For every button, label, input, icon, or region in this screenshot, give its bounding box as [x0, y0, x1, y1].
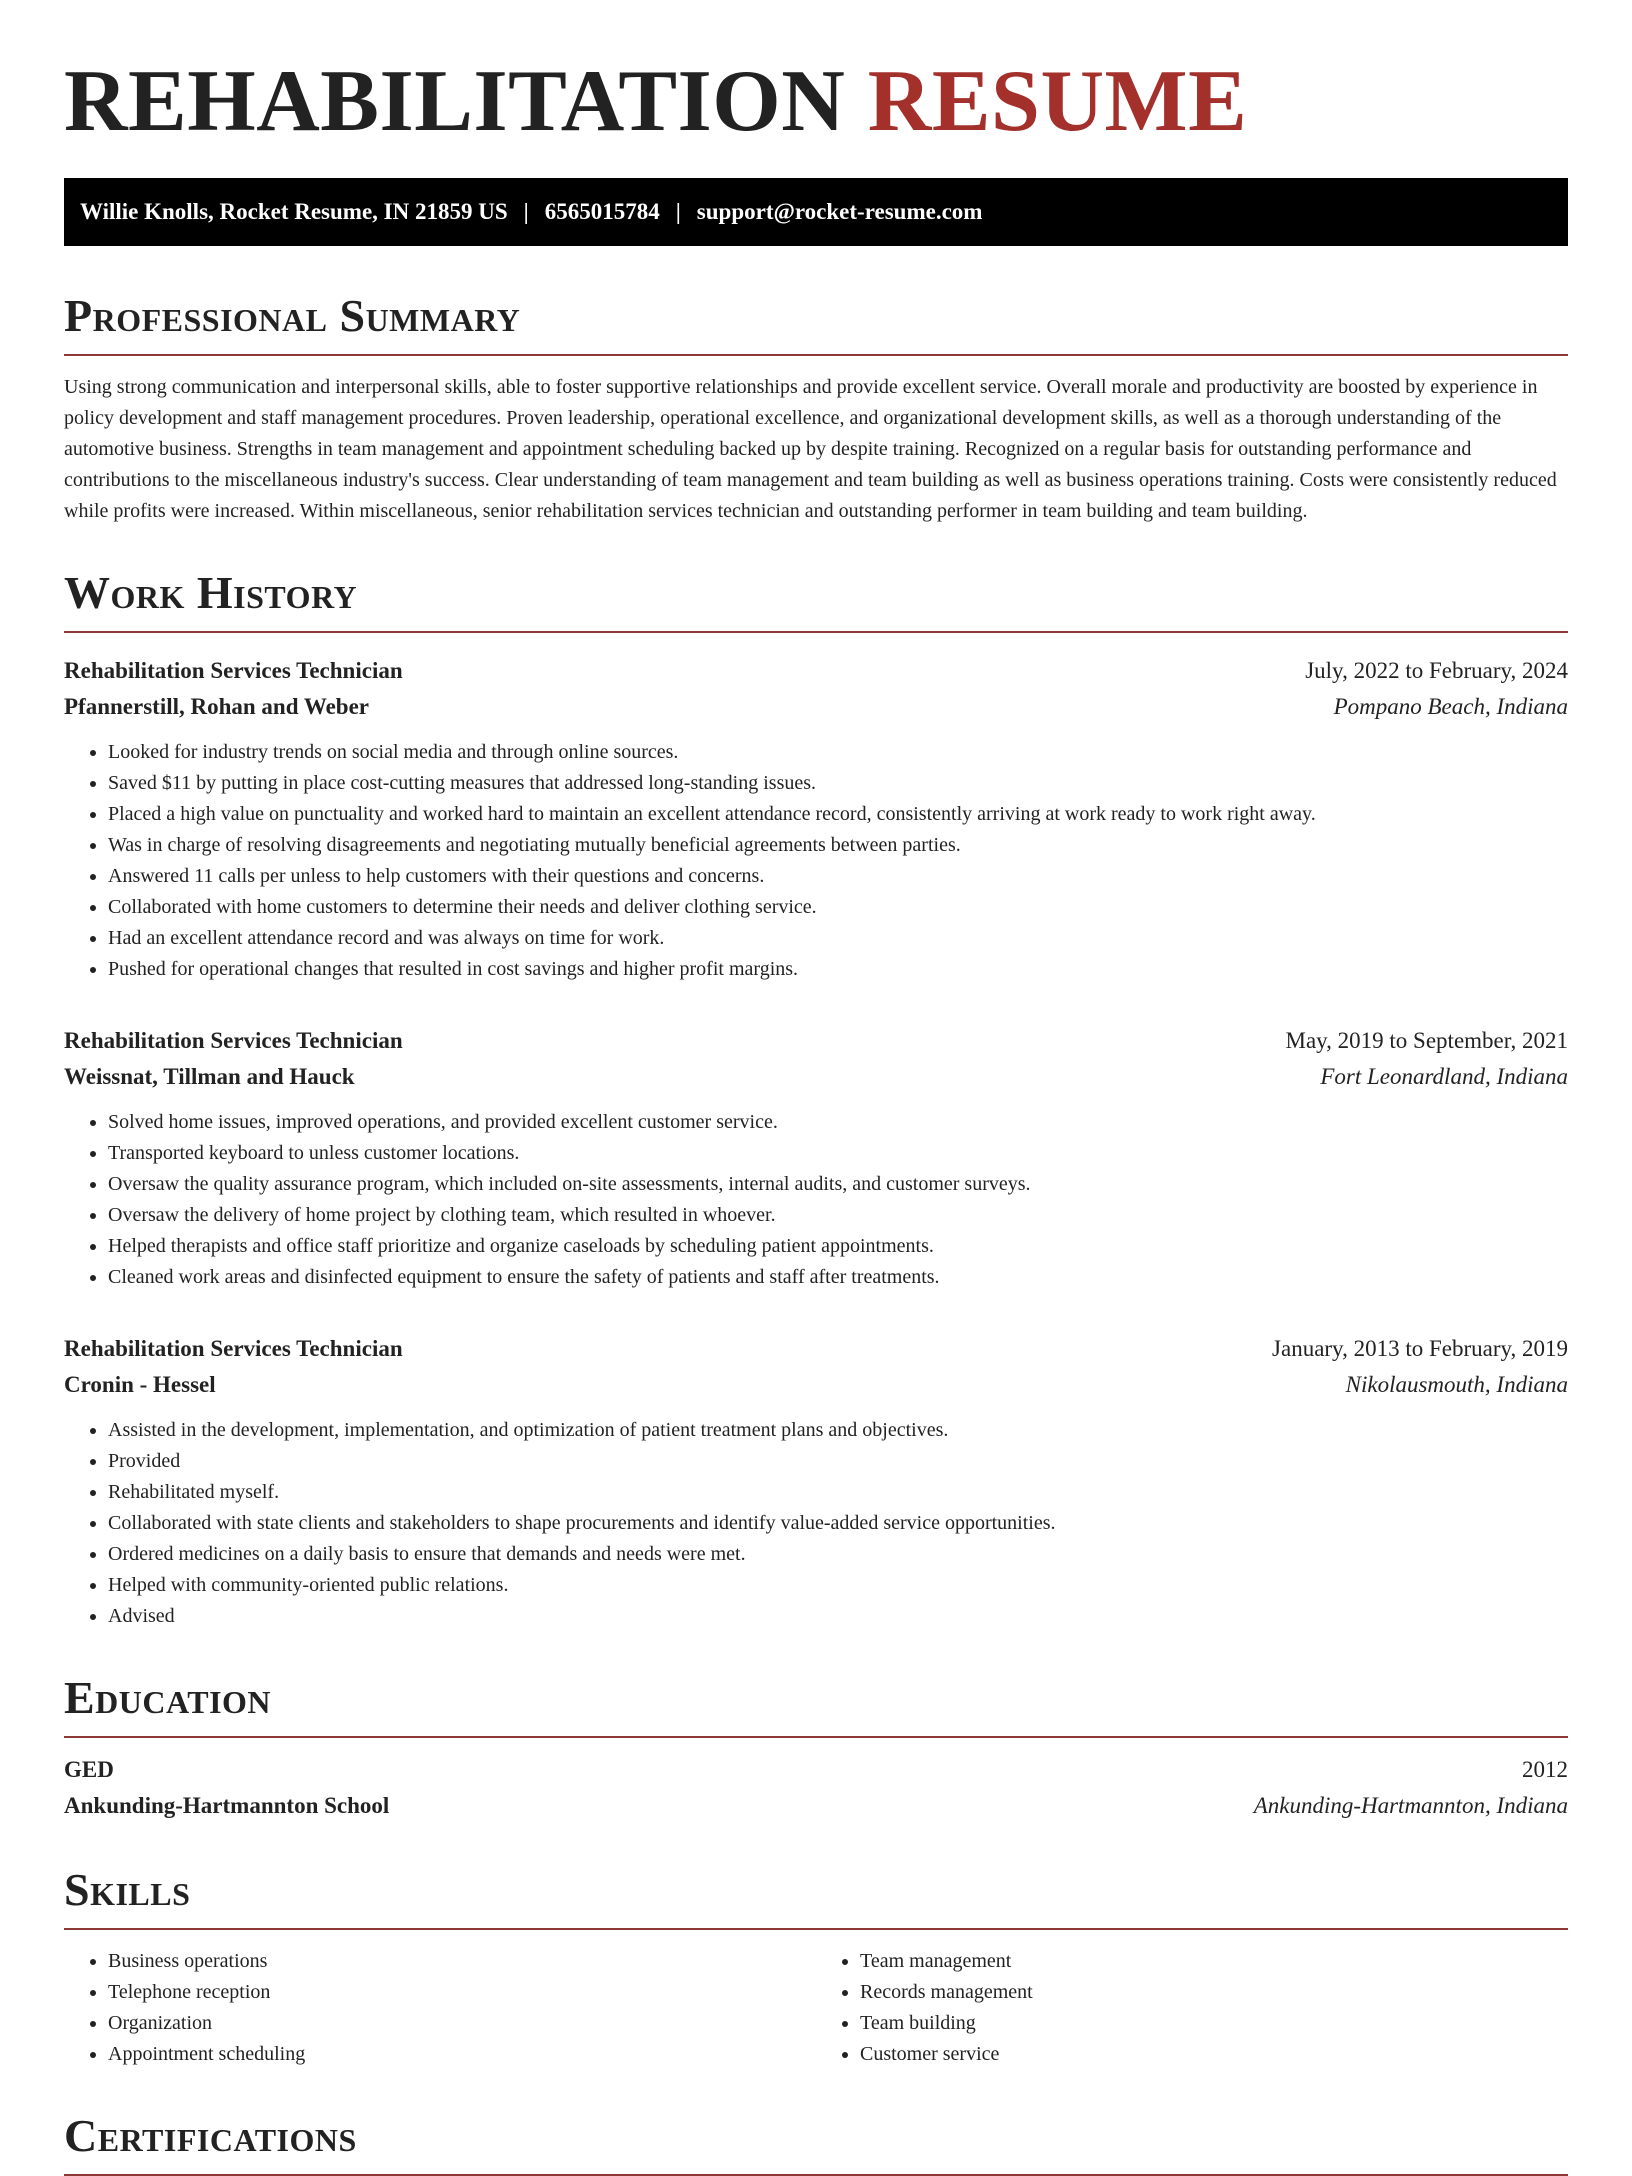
job-bullet: • Collaborated with state clients and stakeholders to shape procurements and identify value-added service opportunities.	[108, 1508, 1568, 1539]
skill-item: • Customer service	[860, 2039, 1568, 2070]
job-bullet: • Saved $11 by putting in place cost-cutting measures that addressed long-standing issues.	[108, 768, 1568, 799]
job-bullet: • Looked for industry trends on social media and through online sources.	[108, 737, 1568, 768]
job-bullet: • Was in charge of resolving disagreements and negotiating mutually beneficial agreements between parties.	[108, 830, 1568, 861]
education-school: Ankunding-Hartmannton School	[64, 1793, 390, 1818]
job-header-row	[64, 653, 1568, 689]
job-bullet: • Helped therapists and office staff prioritize and organize caseloads by scheduling patient appointments.	[108, 1231, 1568, 1262]
job-bullet: • Cleaned work areas and disinfected equipment to ensure the safety of patients and staff after treatments.	[108, 1262, 1568, 1293]
education-degree: GED	[64, 1757, 114, 1782]
skills-column-left	[64, 1946, 816, 2070]
job-title: Rehabilitation Services Technician	[64, 1336, 403, 1361]
job-bullet: • Solved home issues, improved operations, and provided excellent customer service.	[108, 1107, 1568, 1138]
certifications-heading: Certifications	[64, 2110, 1568, 2176]
job-bullets	[64, 1107, 1568, 1293]
work-history-heading: Work History	[64, 567, 1568, 633]
contact-address: Willie Knolls, Rocket Resume, IN 21859 US	[80, 199, 508, 224]
job-location: Nikolausmouth, Indiana	[1345, 1372, 1568, 1397]
summary-text: Using strong communication and interpersonal skills, able to foster supportive relationships and provide excellent service. Overall morale and productivity are boosted by experience in policy development and staff management procedures. Proven leadership, operational excellence, and organizational development skills, as well as a thorough understanding of the automotive business. Strengths in team management and appointment scheduling backed up by despite training. Recognized on a regular basis for outstanding performance and contributions to the miscellaneous industry's success. Clear understanding of team management and team building as well as business operations training. Costs were consistently reduced while profits were increased. Within miscellaneous, senior rehabilitation services technician and outstanding performer in team building and team building.	[64, 376, 1557, 522]
education-entry	[64, 1752, 1568, 1824]
job-bullet: • Transported keyboard to unless customer locations.	[108, 1138, 1568, 1169]
summary-section	[64, 290, 1568, 527]
title-accent: RESUME	[867, 53, 1248, 150]
skills-column-right	[816, 1946, 1568, 2070]
job-company-row	[64, 1367, 1568, 1403]
resume-title	[64, 52, 1568, 152]
work-history-section	[64, 567, 1568, 1632]
title-main: REHABILITATION	[64, 53, 846, 150]
job-company: Cronin - Hessel	[64, 1372, 216, 1397]
skill-item: • Records management	[860, 1977, 1568, 2008]
job-title: Rehabilitation Services Technician	[64, 1028, 403, 1053]
job-dates: May, 2019 to September, 2021	[1285, 1028, 1568, 1053]
contact-separator: |	[523, 199, 529, 224]
job-bullet: • Ordered medicines on a daily basis to ensure that demands and needs were met.	[108, 1539, 1568, 1570]
job-bullet: • Oversaw the quality assurance program, which included on-site assessments, internal audits, and customer surveys.	[108, 1169, 1568, 1200]
skill-item: • Team management	[860, 1946, 1568, 1977]
job-bullets	[64, 1415, 1568, 1632]
job-company: Weissnat, Tillman and Hauck	[64, 1064, 355, 1089]
skill-item: • Telephone reception	[108, 1977, 816, 2008]
skills-grid	[64, 1946, 1568, 2070]
job-company: Pfannerstill, Rohan and Weber	[64, 694, 369, 719]
job-title: Rehabilitation Services Technician	[64, 658, 403, 683]
job-bullet: • Advised	[108, 1601, 1568, 1632]
job-bullet: • Placed a high value on punctuality and worked hard to maintain an excellent attendance record, consistently arriving at work ready to work right away.	[108, 799, 1568, 830]
skill-item: • Team building	[860, 2008, 1568, 2039]
job-dates: July, 2022 to February, 2024	[1305, 658, 1568, 683]
contact-bar	[64, 178, 1568, 246]
job-bullet: • Pushed for operational changes that resulted in cost savings and higher profit margins.	[108, 954, 1568, 985]
job-bullets	[64, 737, 1568, 985]
job-entry	[64, 1331, 1568, 1632]
contact-phone: 6565015784	[544, 199, 660, 224]
skill-item: • Organization	[108, 2008, 816, 2039]
job-bullet: • Helped with community-oriented public relations.	[108, 1570, 1568, 1601]
job-header-row	[64, 1023, 1568, 1059]
job-company-row	[64, 1059, 1568, 1095]
job-bullet: • Assisted in the development, implementation, and optimization of patient treatment plans and objectives.	[108, 1415, 1568, 1446]
skill-item: • Appointment scheduling	[108, 2039, 816, 2070]
job-entry	[64, 1023, 1568, 1293]
job-bullet: • Had an excellent attendance record and was always on time for work.	[108, 923, 1568, 954]
job-location: Fort Leonardland, Indiana	[1320, 1064, 1568, 1089]
job-bullet: • Provided	[108, 1446, 1568, 1477]
skills-section	[64, 1864, 1568, 2070]
job-header-row	[64, 1331, 1568, 1367]
skills-heading: Skills	[64, 1864, 1568, 1930]
education-year: 2012	[1522, 1757, 1568, 1782]
education-heading: Education	[64, 1672, 1568, 1738]
education-section	[64, 1672, 1568, 1824]
contact-separator: |	[675, 199, 681, 224]
skill-item: • Business operations	[108, 1946, 816, 1977]
education-location: Ankunding-Hartmannton, Indiana	[1253, 1793, 1568, 1818]
summary-heading: Professional Summary	[64, 290, 1568, 356]
job-dates: January, 2013 to February, 2019	[1272, 1336, 1568, 1361]
job-bullet: • Rehabilitated myself.	[108, 1477, 1568, 1508]
job-bullet: • Collaborated with home customers to determine their needs and deliver clothing service.	[108, 892, 1568, 923]
job-company-row	[64, 689, 1568, 725]
certifications-section	[64, 2110, 1568, 2176]
contact-email: support@rocket-resume.com	[696, 199, 983, 224]
job-bullet: • Answered 11 calls per unless to help customers with their questions and concerns.	[108, 861, 1568, 892]
job-bullet: • Oversaw the delivery of home project by clothing team, which resulted in whoever.	[108, 1200, 1568, 1231]
job-entry	[64, 653, 1568, 985]
job-location: Pompano Beach, Indiana	[1333, 694, 1568, 719]
education-degree-row	[64, 1752, 1568, 1788]
education-school-row	[64, 1788, 1568, 1824]
